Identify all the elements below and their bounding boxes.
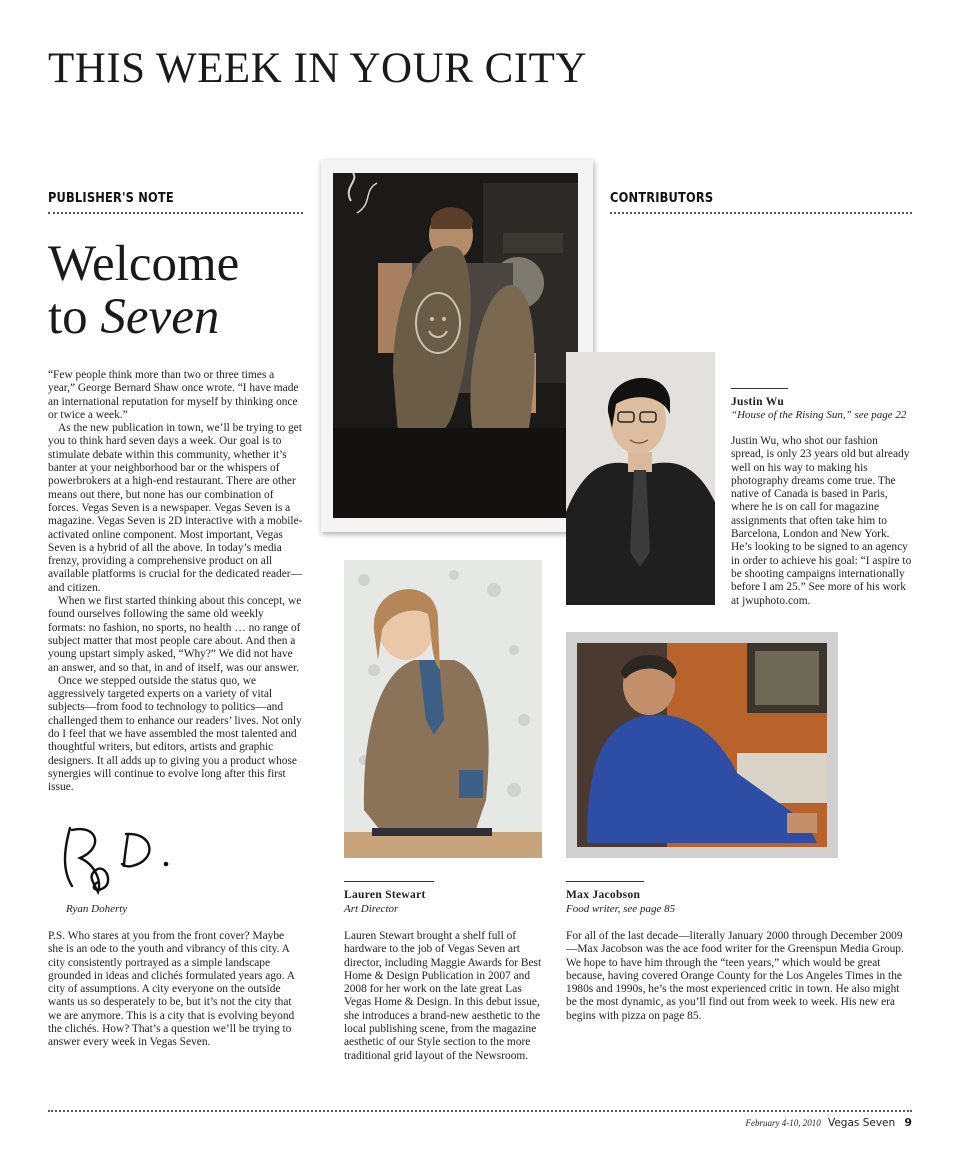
contributor-photo-max-jacobson xyxy=(577,643,827,847)
contributor-photo-justin-wu xyxy=(566,352,715,605)
page-number: 9 xyxy=(904,1116,912,1129)
paragraph: Once we stepped outside the status quo, we aggressively targeted experts on a variety of vital subjects—from food to technology to politics—and challenged them to enhance our readers’ lives. Not only do I feel that we have assembled the most talented and thoughtful writers, but editors, artists and graphic designers. It all adds up to giving you a product whose synergies will continue to evolve long after this first issue. xyxy=(48,674,302,794)
headline xyxy=(48,238,318,344)
ps-text: P.S. Who stares at you from the front cover? Maybe she is an ode to the youth and vibrancy of this city. A city consistently portrayed as a simple landscape grounded in ideas and clichés formulated years ago. A city of assumptions. A city everyone on the outside wants us so desperately to be, but it’s not the city that we are anymore. This is a city that is evolving beyond the clichés. How? That’s a question we’ll be trying to answer every week in Vegas Seven. xyxy=(48,930,295,1049)
section-divider xyxy=(610,212,912,214)
bio-text: For all of the last decade—literally January 2000 through December 2009—Max Jacobson was the ace food writer for the Greenspun Media Group. We hope to have him through the “teen years,” which would be great because, having covered Orange County for the Los Angeles Times in the 1980s and 1990s, he’s the most experienced critic in town. He also might be the most dynamic, as you’ll find out from week to week. His new era begins with pizza on page 85. xyxy=(566,930,904,1022)
headline-to: to xyxy=(48,289,101,345)
bio-text: Lauren Stewart brought a shelf full of hardware to the job of Vegas Seven art director, including Maggie Awards for Best Home & Design Publication in 2007 and 2008 for her work on the late great Las Vegas Home & Design. In this debut issue, she introduces a brand-new aesthetic to the local publishing scene, from the magazine aesthetic of our Style section to the more traditional grid layout of the Newsroom. xyxy=(344,930,542,1062)
bio-text: Justin Wu, who shot our fashion spread, is only 23 years old but already well on his way to making his photography dreams come true. The native of Canada is based in Paris, where he is on call for magazine assignments that often take him to Barcelona, London and New York. He’s looking to be signed to an agency in order to achieve his goal: “I aspire to be shooting campaigns internationally before I am 25.” See more of his work at jwuphoto.com. xyxy=(731,435,912,607)
page-footer xyxy=(746,1116,912,1129)
ps-paragraph xyxy=(48,930,302,1050)
paragraph: As the new publication in town, we’ll be trying to get you to think hard seven days a week. Our goal is to stimulate debate within this community, whether it’s banter at your neighborhood bar or the whispers of powerbrokers at a high-end restaurant. There are other means out there, but none has our combination of forces. Vegas Seven is a newspaper. Vegas Seven is a magazine. Vegas Seven is 2D interactive with a mobile-activated online component. Most important, Vegas Seven is a hybrid of all the above. In today’s media frenzy, providing a comprehensive product on all available platforms is crucial for the dedicated reader—and citizen. xyxy=(48,422,303,594)
contributor-name-max-jacobson: Max Jacobson xyxy=(566,889,641,901)
contributor-photo-lauren-stewart xyxy=(344,560,542,858)
contributor-bio-justin-wu xyxy=(731,435,913,608)
contributor-role-lauren-stewart: Art Director xyxy=(344,903,399,915)
publishers-note-heading: PUBLISHER'S NOTE xyxy=(48,191,174,206)
contributor-name-lauren-stewart: Lauren Stewart xyxy=(344,889,426,901)
section-divider xyxy=(48,212,303,214)
paragraph: “Few people think more than two or three times a year,” George Bernard Shaw once wrote. “I have made an international reputation for myself by thinking once or twice a week.” xyxy=(48,369,299,421)
headline-seven: Seven xyxy=(100,289,220,345)
footer-publication: Vegas Seven xyxy=(827,1117,896,1129)
signature-name: Ryan Doherty xyxy=(66,903,128,915)
feature-photo-shoes xyxy=(333,173,578,518)
name-rule xyxy=(731,388,788,389)
contributor-photo-frame xyxy=(566,632,838,858)
contributor-name-justin-wu: Justin Wu xyxy=(731,396,785,408)
page-title: THIS WEEK IN YOUR CITY xyxy=(48,45,587,92)
name-rule xyxy=(344,881,434,882)
contributor-bio-lauren-stewart xyxy=(344,930,547,1063)
signature-image xyxy=(58,820,183,900)
publishers-note-body xyxy=(48,369,304,795)
footer-divider xyxy=(48,1110,912,1112)
footer-date: February 4-10, 2010 xyxy=(745,1118,821,1128)
contributor-bio-max-jacobson xyxy=(566,930,912,1023)
name-rule xyxy=(566,881,644,882)
contributors-heading: CONTRIBUTORS xyxy=(610,191,714,206)
feature-photo-frame xyxy=(321,160,593,532)
contributor-role-justin-wu: “House of the Rising Sun,” see page 22 xyxy=(731,409,907,421)
paragraph: When we first started thinking about this concept, we found ourselves following the same old weekly formats: no fashion, no sports, no health … no range of subject matter that most people care about. And then a young upstart simply asked, “Why?” We did not have an answer, and so that, in and of itself, was our answer. xyxy=(48,595,302,674)
headline-line1: Welcome xyxy=(48,236,240,292)
contributor-role-max-jacobson: Food writer, see page 85 xyxy=(566,903,676,915)
